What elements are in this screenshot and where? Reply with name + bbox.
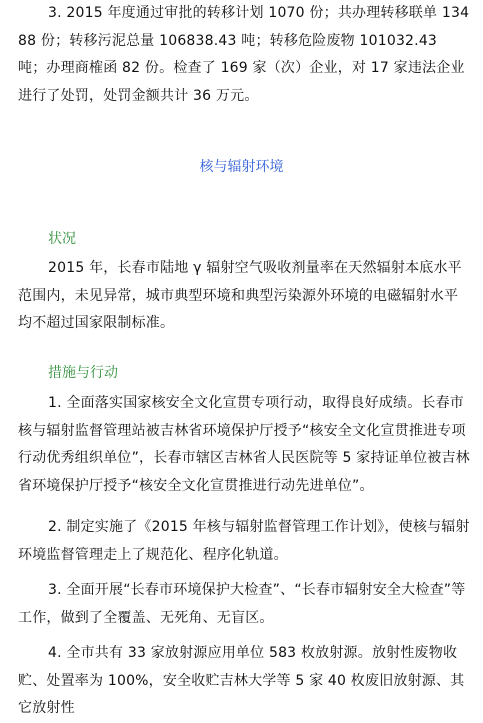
paragraph-measure-2: 2. 制定实施了《2015 年核与辐射监督管理工作计划》，使核与辐射环境监督管理走上了规范化、程序化轨道。 [18, 519, 470, 563]
paragraph-measure-3: 3. 全面开展“长春市环境保护大检查”、“长春市辐射安全大检查”等工作，做到了全覆盖、无死角、无盲区。 [18, 582, 466, 626]
paragraph-measure-4: 4. 全市共有 33 家放射源应用单位 583 枚放射源。放射性废物收贮、处置率为 100%，安全收贮吉林大学等 5 家 40 枚废旧放射源、其它放射性 [18, 645, 465, 716]
paragraph-status: 2015 年，长春市陆地 γ 辐射空气吸收剂量率在天然辐射本底水平范围内，未见异常，城市典型环境和典型污染源外环境的电磁辐射水平均不超过国家限制标准。 [18, 260, 462, 331]
subheading-status: 状况 [48, 231, 76, 247]
paragraph-measure-1: 1. 全面落实国家核安全文化宣贯专项行动，取得良好成绩。长春市核与辐射监督管理站被吉林省环境保护厅授予“核安全文化宣贯推进专项行动优秀组织单位”，长春市辖区吉林省人民医院等 5 家持证单位被吉林省环境保护厅授予“核安全文化宣贯推进行动先进单位”。 [18, 395, 470, 494]
section-title: 核与辐射环境 [199, 159, 284, 175]
subheading-measures: 措施与行动 [48, 365, 118, 381]
paragraph-transfer-plan: 3. 2015 年度通过审批的转移计划 1070 份；共办理转移联单 13488 份；转移污泥总量 106838.43 吨；转移危险废物 101032.43 吨；办理商榷函 82 份。检查了 169 家（次）企业，对 17 家违法企业进行了处罚，处罚金额共计 36 万元。 [18, 5, 470, 104]
